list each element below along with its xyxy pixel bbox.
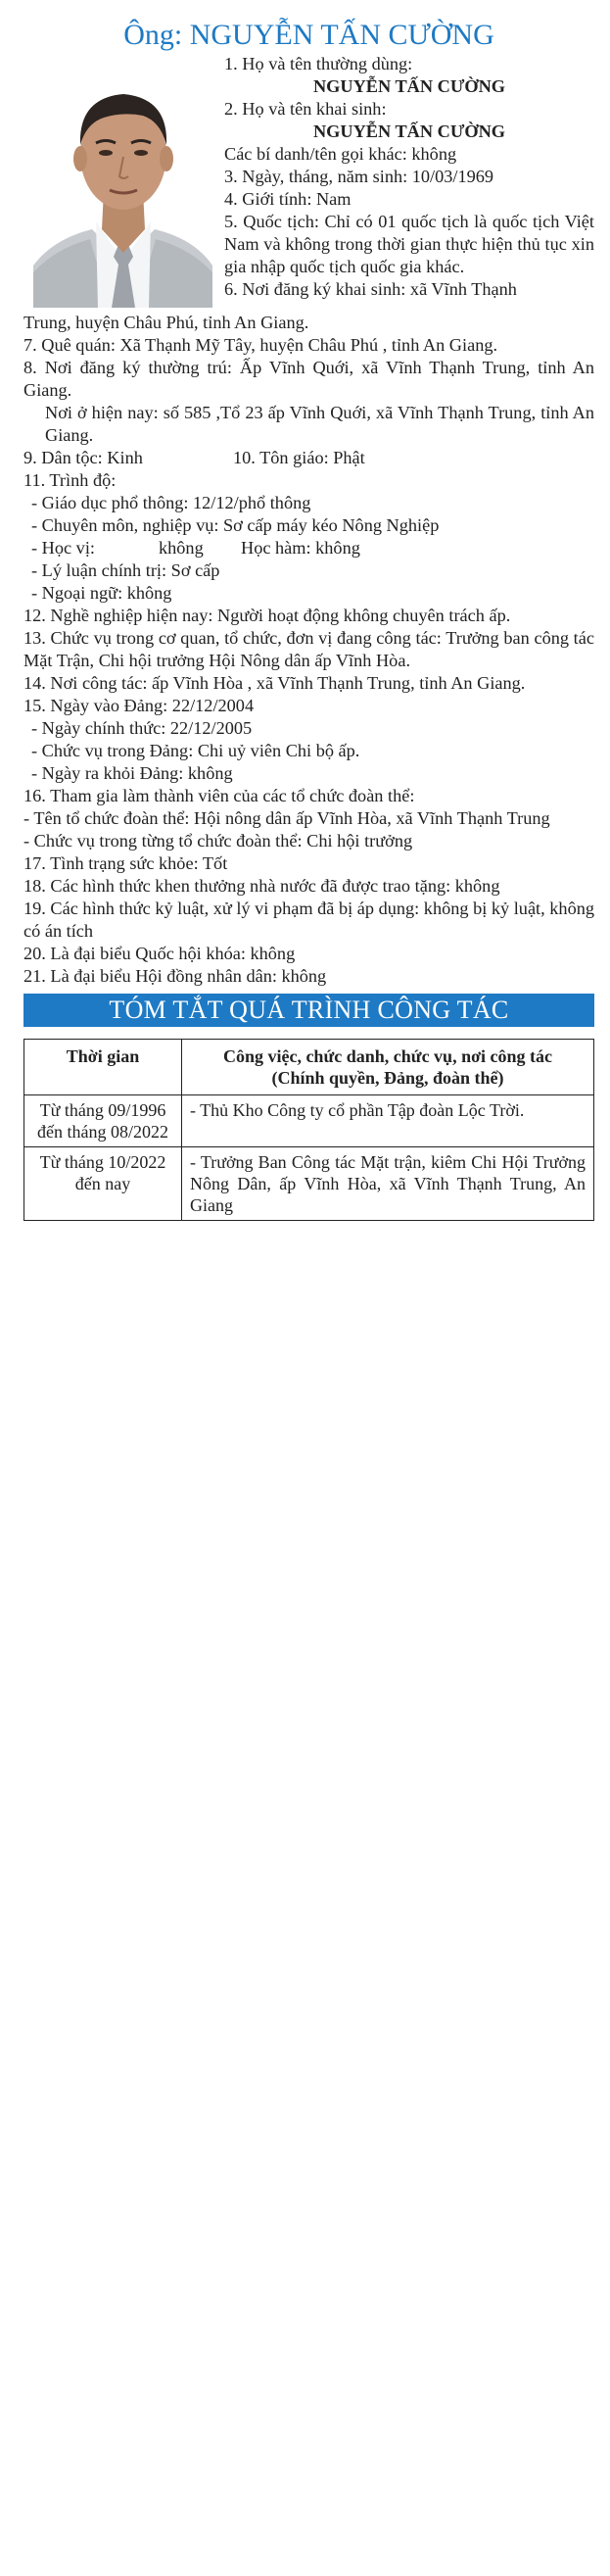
field-health: 17. Tình trạng sức khỏe: Tốt <box>23 853 228 873</box>
column-header-work-line1: Công việc, chức danh, chức vụ, nơi công tác <box>222 1046 553 1066</box>
field-birth-name: 2. Họ và tên khai sinh: <box>224 99 387 119</box>
field-degree: - Học vị: <box>31 538 95 558</box>
field-general-education: - Giáo dục phổ thông: 12/12/phổ thông <box>31 493 311 512</box>
field-specialty: - Chuyên môn, nghiệp vụ: Sơ cấp máy kéo Nông Nghiệp <box>31 515 440 535</box>
field-council-delegate: 21. Là đại biểu Hội đồng nhân dân: không <box>23 966 327 986</box>
career-summary-banner: TÓM TẮT QUÁ TRÌNH CÔNG TÁC <box>23 994 594 1027</box>
field-degree-row <box>23 537 594 559</box>
field-organization-position: - Chức vụ trong từng tổ chức đoàn thể: Chi hội trưởng <box>23 831 413 851</box>
field-academic-title: Học hàm: không <box>241 538 360 558</box>
field-party-join-date: 15. Ngày vào Đảng: 22/12/2004 <box>23 696 255 715</box>
common-name-value: NGUYỄN TẤN CƯỜNG <box>312 76 506 96</box>
field-discipline: 19. Các hình thức kỷ luật, xử lý vi phạm đã bị áp dụng: không bị kỷ luật, không có án tích <box>23 899 594 941</box>
field-party-leave-date: - Ngày ra khỏi Đảng: không <box>31 763 233 783</box>
career-time-cell: Từ tháng 09/1996 đến tháng 08/2022 <box>24 1095 182 1147</box>
field-awards: 18. Các hình thức khen thưởng nhà nước đã được trao tặng: không <box>23 876 500 896</box>
page-title: Ông: NGUYỄN TẤN CƯỜNG <box>123 19 494 51</box>
birth-name-value: NGUYỄN TẤN CƯỜNG <box>312 122 506 141</box>
field-occupation: 12. Nghề nghiệp hiện nay: Người hoạt động không chuyên trách ấp. <box>23 606 511 625</box>
field-religion: 10. Tôn giáo: Phật <box>233 448 365 467</box>
portrait-photo <box>33 65 212 308</box>
field-ethnicity-religion <box>23 447 594 469</box>
field-education: 11. Trình độ: <box>23 470 117 490</box>
career-table-header <box>24 1040 594 1095</box>
field-permanent-residence: 8. Nơi đăng ký thường trú: Ấp Vĩnh Quới, xã Vĩnh Thạnh Trung, tỉnh An Giang. <box>23 358 594 400</box>
field-political-theory: - Lý luận chính trị: Sơ cấp <box>31 560 220 580</box>
field-party-position: - Chức vụ trong Đảng: Chi uỷ viên Chi bộ ấp. <box>31 741 360 760</box>
degree-value: không <box>159 538 204 558</box>
field-birth-registration-cont: Trung, huyện Châu Phú, tỉnh An Giang. <box>23 313 309 332</box>
field-aliases: Các bí danh/tên gọi khác: không <box>224 144 457 164</box>
career-work-cell: - Trưởng Ban Công tác Mặt trận, kiêm Chi Hội Trưởng Nông Dân, ấp Vĩnh Hòa, xã Vĩnh Thạnh Trung, An Giang <box>182 1147 594 1221</box>
column-header-work <box>182 1040 594 1095</box>
table-row <box>24 1095 594 1147</box>
field-workplace: 14. Nơi công tác: ấp Vĩnh Hòa , xã Vĩnh Thạnh Trung, tỉnh An Giang. <box>23 673 526 693</box>
field-date-of-birth: 3. Ngày, tháng, năm sinh: 10/03/1969 <box>224 167 494 186</box>
table-row <box>24 1147 594 1221</box>
career-table <box>23 1039 594 1221</box>
field-foreign-language: - Ngoại ngữ: không <box>31 583 172 603</box>
field-organization-name: - Tên tổ chức đoàn thể: Hội nông dân ấp Vĩnh Hòa, xã Vĩnh Thạnh Trung <box>23 808 550 828</box>
candidate-profile <box>23 0 594 1221</box>
field-organizations: 16. Tham gia làm thành viên của các tổ chức đoàn thể: <box>23 786 415 805</box>
field-ethnicity: 9. Dân tộc: Kinh <box>23 448 143 467</box>
column-header-time: Thời gian <box>24 1040 182 1095</box>
column-header-work-line2: (Chính quyền, Đảng, đoàn thể) <box>271 1068 504 1088</box>
field-nationality: 5. Quốc tịch: Chỉ có 01 quốc tịch là quốc tịch Việt Nam và không trong thời gian thực hiện thủ tục xin gia nhập quốc tịch quốc gia khác. <box>224 212 594 276</box>
field-current-address: Nơi ở hiện nay: số 585 ,Tổ 23 ấp Vĩnh Quới, xã Vĩnh Thạnh Trung, tỉnh An Giang. <box>45 403 594 445</box>
field-gender: 4. Giới tính: Nam <box>224 189 352 209</box>
field-current-position: 13. Chức vụ trong cơ quan, tổ chức, đơn vị đang công tác: Trưởng ban công tác Mặt Trận, Chi hội trưởng Hội Nông dân ấp Vĩnh Hòa. <box>23 628 594 670</box>
field-national-assembly-delegate: 20. Là đại biểu Quốc hội khóa: không <box>23 944 296 963</box>
field-birth-registration: 6. Nơi đăng ký khai sinh: xã Vĩnh Thạnh <box>224 279 517 299</box>
career-work-cell: - Thủ Kho Công ty cổ phần Tập đoàn Lộc Trời. <box>182 1095 594 1147</box>
field-party-official-date: - Ngày chính thức: 22/12/2005 <box>31 718 253 738</box>
field-hometown: 7. Quê quán: Xã Thạnh Mỹ Tây, huyện Châu Phú , tỉnh An Giang. <box>23 335 498 355</box>
field-common-name: 1. Họ và tên thường dùng: <box>224 54 413 73</box>
career-time-cell: Từ tháng 10/2022 đến nay <box>24 1147 182 1221</box>
